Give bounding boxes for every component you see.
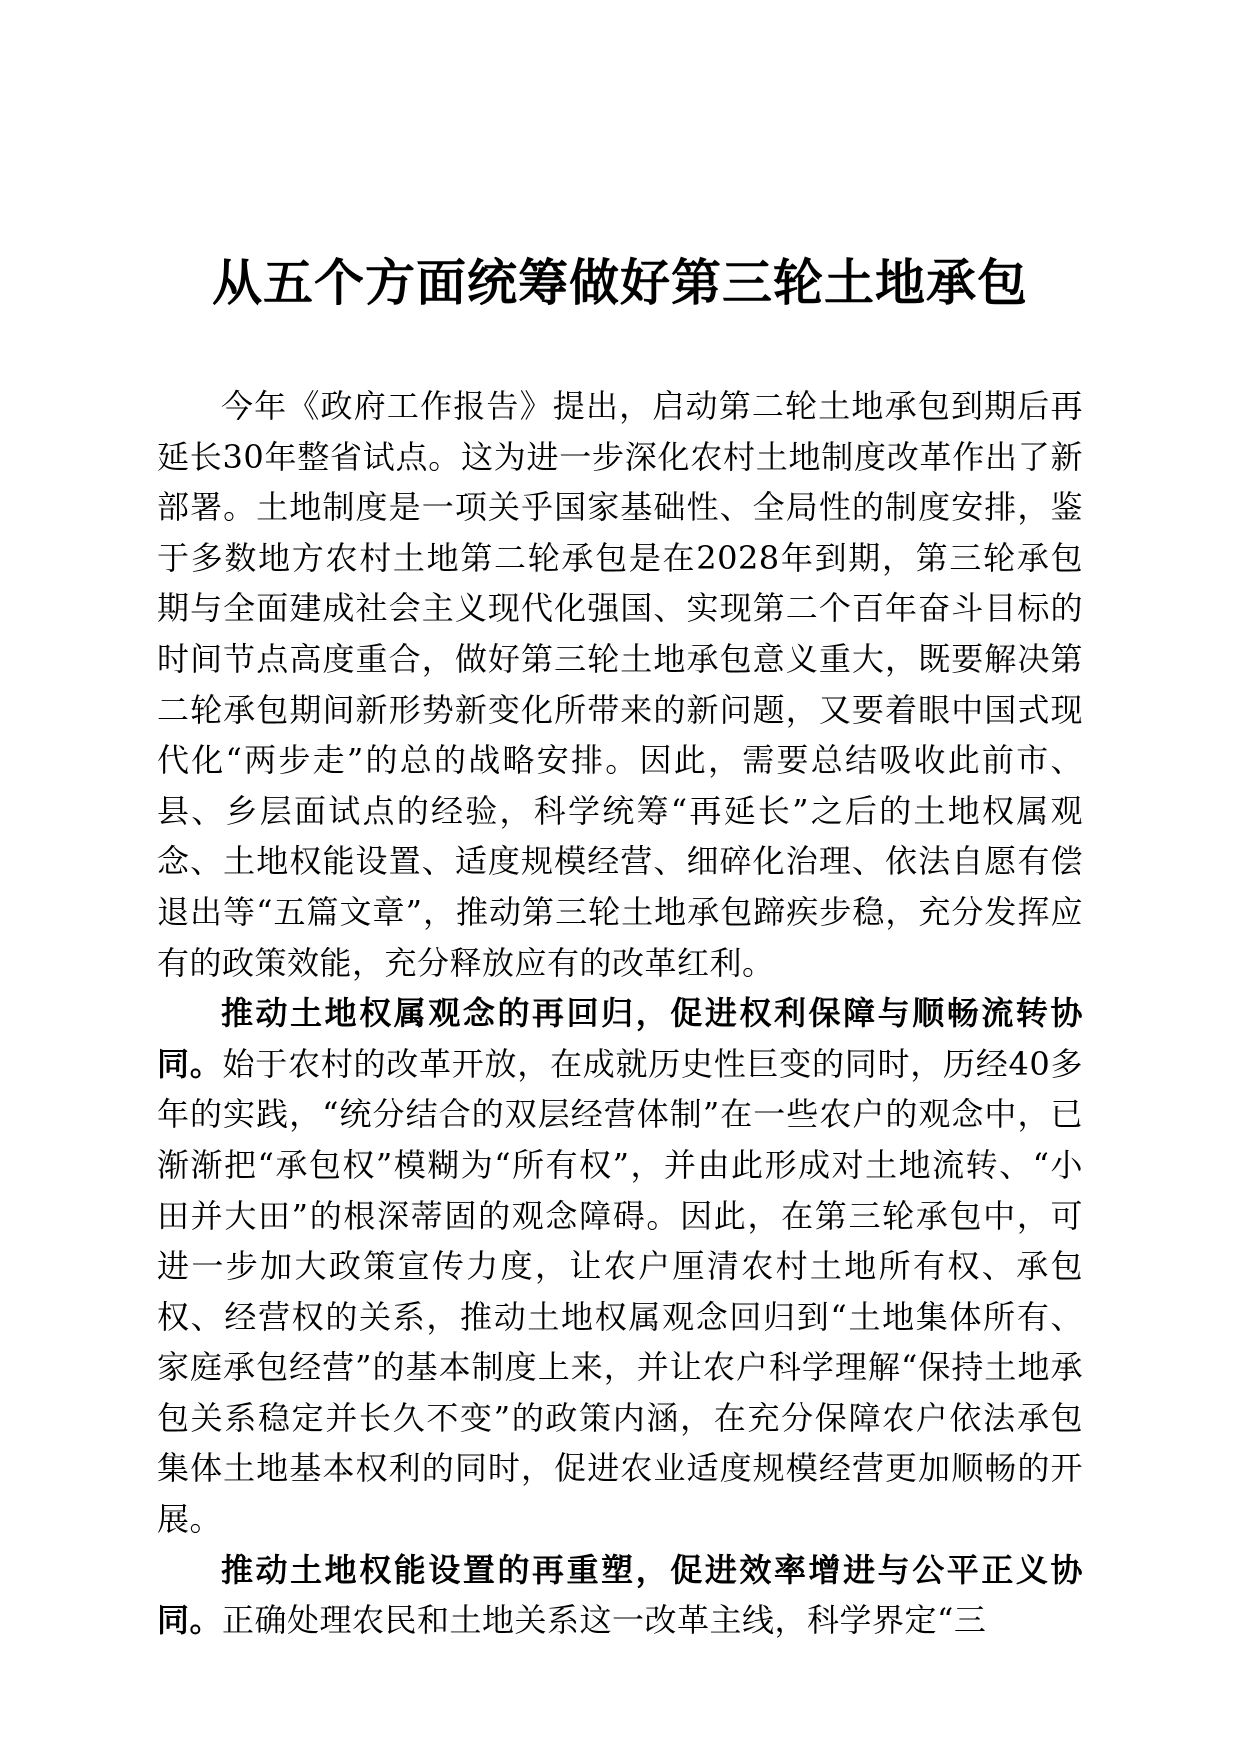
paragraph-text: 正确处理农民和土地关系这一改革主线，科学界定“三 [222,1601,987,1640]
paragraph-text: 今年《政府工作报告》提出，启动第二轮土地承包到期后再延长30年整省试点。这为进一步深化农村土地制度改革作出了新部署。土地制度是一项关乎国家基础性、全局性的制度安排，鉴于多数地方农村土地第二轮承包是在2028年到期，第三轮承包期与全面建成社会主义现代化强国、实现第二个百年奋斗目标的时间节点高度重合，做好第三轮土地承包意义重大，既要解决第二轮承包期间新形势新变化所带来的新问题，又要着眼中国式现代化“两步走”的总的战略安排。因此，需要总结吸收此前市、县、乡层面试点的经验，科学统筹“再延长”之后的土地权属观念、土地权能设置、适度规模经营、细碎化治理、依法自愿有偿退出等“五篇文章”，推动第三轮土地承包蹄疾步稳，充分发挥应有的政策效能，充分释放应有的改革红利。 [157,387,1083,982]
paragraph-intro [157,381,1083,988]
paragraph-lead-heading: 推动土地权能设置的再重塑，促进效率增进与公平正义协同。 [157,1550,1083,1640]
paragraph-land-ownership [157,988,1083,1545]
paragraph-land-rights [157,1545,1083,1646]
document-title: 从五个方面统筹做好第三轮土地承包 [212,253,1028,312]
paragraph-text: 始于农村的改革开放，在成就历史性巨变的同时，历经40多年的实践，“统分结合的双层经营体制”在一些农户的观念中，已渐渐把“承包权”模糊为“所有权”，并由此形成对土地流转、“小田并大田”的根深蒂固的观念障碍。因此，在第三轮承包中，可进一步加大政策宣传力度，让农户厘清农村土地所有权、承包权、经营权的关系，推动土地权属观念回归到“土地集体所有、家庭承包经营”的基本制度上来，并让农户科学理解“保持土地承包关系稳定并长久不变”的政策内涵，在充分保障农户依法承包集体土地基本权利的同时，促进农业适度规模经营更加顺畅的开展。 [157,1044,1083,1539]
document-body [157,381,1083,1646]
paragraph-lead-heading: 推动土地权属观念的再回归，促进权利保障与顺畅流转协同。 [157,994,1083,1083]
